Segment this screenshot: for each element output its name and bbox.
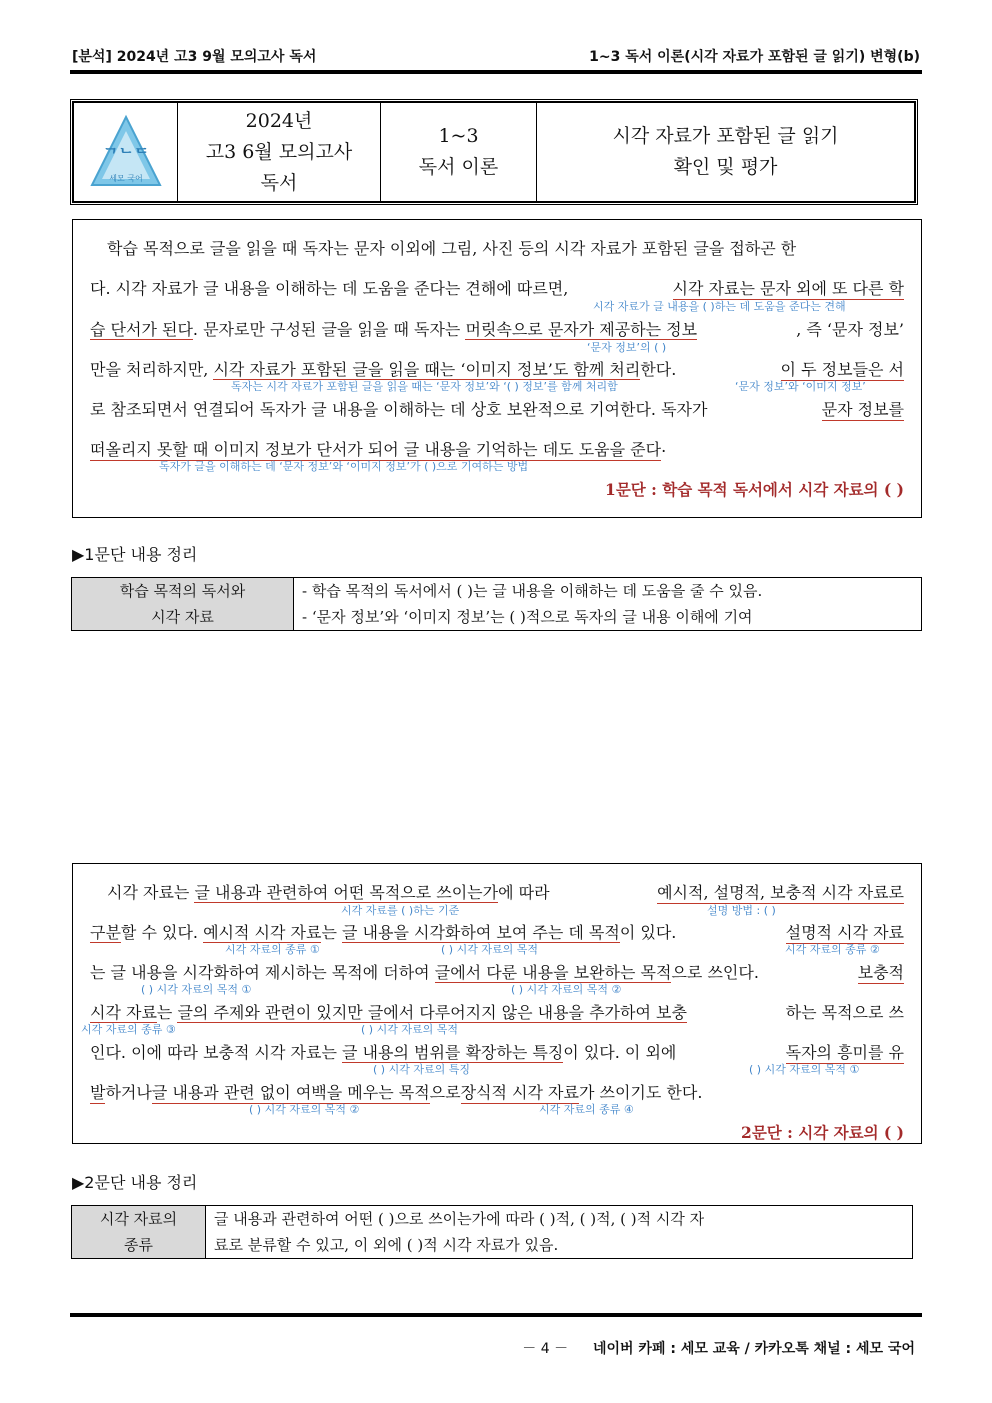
- p1-note-3: 독자는 시각 자료가 포함된 글을 읽을 때는 ‘문자 정보’와 ‘( ) 정보’를 함께 처리함: [231, 380, 618, 393]
- section-2-head: 시각 자료의 종류: [72, 1206, 206, 1259]
- p1-line-4: 만을 처리하지만, 시각 자료가 포함된 글을 읽을 때는 ‘이미지 정보’도 함께 처리한다. 이 두 정보들은 서: [90, 357, 904, 381]
- p2-note-i: ( ) 시각 자료의 목적: [361, 1023, 458, 1036]
- p2-line-6: 발 하거나 글 내용과 관련 없이 여백을 메우는 목적 으로 장식적 시각 자료 가 쓰이기도 한다.: [90, 1080, 904, 1104]
- section-1-row-1: - 학습 목적의 독서에서 ( )는 글 내용을 이해하는 데 도움을 줄 수 있음.: [294, 578, 922, 605]
- topic-subtitle: 확인 및 평가: [673, 156, 778, 178]
- p2-note-h: 시각 자료의 종류 ③: [81, 1023, 176, 1036]
- section-2-row-1: 글 내용과 관련하여 어떤 ( )으로 쓰이는가에 따라 ( )적, ( )적, ( )적 시각 자: [206, 1206, 913, 1233]
- passage-1: [72, 219, 922, 518]
- semo-logo-icon: [90, 113, 162, 191]
- p2-note-a: 시각 자료를 ( )하는 기준: [341, 904, 460, 917]
- section-1-row-2: - ‘문자 정보’와 ‘이미지 정보’는 ( )적으로 독자의 글 내용 이해에 기여: [294, 604, 922, 631]
- p2-note-f: ( ) 시각 자료의 목적 ①: [141, 983, 252, 996]
- p1-line-3: 습 단서가 된다. 문자로만 구성된 글을 읽을 때 독자는 머릿속으로 문자가 제공하는 정보 , 즉 ‘문자 정보’: [90, 320, 904, 339]
- footer-text: 네이버 카페 : 세모 교육 / 카카오톡 채널 : 세모 국어: [592, 1341, 915, 1357]
- p2-note-c: 시각 자료의 종류 ①: [225, 943, 320, 956]
- p2-note-e: 시각 자료의 종류 ②: [785, 943, 880, 956]
- header-left: [분석] 2024년 고3 9월 모의고사 독서: [72, 49, 317, 65]
- svg-text:세모 국어: 세모 국어: [108, 174, 143, 183]
- logo-cell: [74, 103, 178, 202]
- exam-year: 2024년: [245, 109, 313, 132]
- p1-summary: 1문단 : 학습 목적 독서에서 시각 자료의 ( ): [605, 480, 904, 499]
- p1-note-1: 시각 자료가 글 내용을 ( )하는 데 도움을 준다는 견해: [593, 300, 846, 313]
- p1-line-2: 다. 시각 자료가 글 내용을 이해하는 데 도움을 준다는 견해에 따르면, 시각 자료는 문자 외에 또 다른 학: [90, 276, 904, 300]
- passage-2: [72, 863, 922, 1144]
- exam-subject: 독서: [260, 171, 298, 194]
- section-1-head: 학습 목적의 독서와 시각 자료: [72, 578, 294, 631]
- p1-note-4: ‘문자 정보’와 ‘이미지 정보’: [735, 380, 866, 393]
- p2-note-b: 설명 방법 : ( ): [707, 904, 776, 917]
- p2-line-1: 시각 자료는 글 내용과 관련하여 어떤 목적으로 쓰이는가에 따라 예시적, 설명적, 보충적 시각 자료로: [90, 880, 904, 904]
- p1-note-5: 독자가 글을 이해하는 데 ‘문자 정보’와 ‘이미지 정보’가 ( )으로 기여하는 방법: [159, 460, 529, 473]
- p1-line-5: 로 참조되면서 연결되어 독자가 글 내용을 이해하는 데 상호 보완적으로 기여한다. 독자가 문자 정보를: [90, 397, 904, 421]
- p1-line-1: 학습 목적으로 글을 읽을 때 독자는 문자 이외에 그림, 사진 등의 시각 자료가 포함된 글을 접하곤 한: [107, 239, 797, 258]
- p2-line-3: 는 글 내용을 시각화하여 제시하는 목적에 더하여 글에서 다룬 내용을 보완하는 목적으로 쓰인다. 보충적: [90, 960, 904, 984]
- p2-note-l: ( ) 시각 자료의 목적 ②: [249, 1103, 360, 1116]
- header-right: 1~3 독서 이론(시각 자료가 포함된 글 읽기) 변형(b): [589, 49, 920, 65]
- header-divider: [70, 70, 922, 74]
- page-number: － 4 －: [522, 1341, 569, 1357]
- title-box: [70, 99, 918, 205]
- section-2-row-2: 료로 분류할 수 있고, 이 외에 ( )적 시각 자료가 있음.: [206, 1232, 913, 1259]
- p2-line-2: 구분할 수 있다. 예시적 시각 자료는 글 내용을 시각화하여 보여 주는 데 목적이 있다. 설명적 시각 자료: [90, 920, 904, 944]
- exam-name: 고3 6월 모의고사: [205, 140, 353, 163]
- question-range: 1~3: [438, 125, 479, 147]
- topic-cell: [537, 103, 915, 202]
- range-topic: 독서 이론: [418, 156, 499, 178]
- p2-note-g: ( ) 시각 자료의 목적 ②: [511, 983, 622, 996]
- p2-note-m: 시각 자료의 종류 ④: [539, 1103, 634, 1116]
- p2-note-d: ( ) 시각 자료의 목적: [441, 943, 538, 956]
- section-2-title: ▶2문단 내용 정리: [72, 1173, 198, 1192]
- section-2-table: [71, 1205, 913, 1259]
- p2-note-j: ( ) 시각 자료의 특징: [373, 1063, 470, 1076]
- topic-title: 시각 자료가 포함된 글 읽기: [612, 125, 839, 147]
- svg-text:ᄀᄂᄃ: ᄀᄂᄃ: [102, 146, 149, 165]
- p2-note-k: ( ) 시각 자료의 목적 ①: [749, 1063, 860, 1076]
- section-1-title: ▶1문단 내용 정리: [72, 545, 198, 564]
- p1-note-2: ‘문자 정보’의 ( ): [587, 341, 667, 354]
- footer-divider: [70, 1313, 922, 1317]
- p1-line-6: 떠올리지 못할 때 이미지 정보가 단서가 되어 글 내용을 기억하는 데도 도움을 준다 .: [90, 437, 667, 459]
- page-footer: [522, 1338, 915, 1358]
- section-1-table: [71, 577, 922, 631]
- p2-line-5: 인다. 이에 따라 보충적 시각 자료는 글 내용의 범위를 확장하는 특징이 있다. 이 외에 독자의 흥미를 유: [90, 1040, 904, 1064]
- p2-line-4: 시각 자료는 글의 주제와 관련이 있지만 글에서 다루어지지 않은 내용을 추가하여 보충 하는 목적으로 쓰: [90, 1003, 904, 1022]
- exam-info-cell: [178, 103, 381, 202]
- range-cell: [381, 103, 537, 202]
- p2-summary: 2문단 : 시각 자료의 ( ): [741, 1123, 904, 1142]
